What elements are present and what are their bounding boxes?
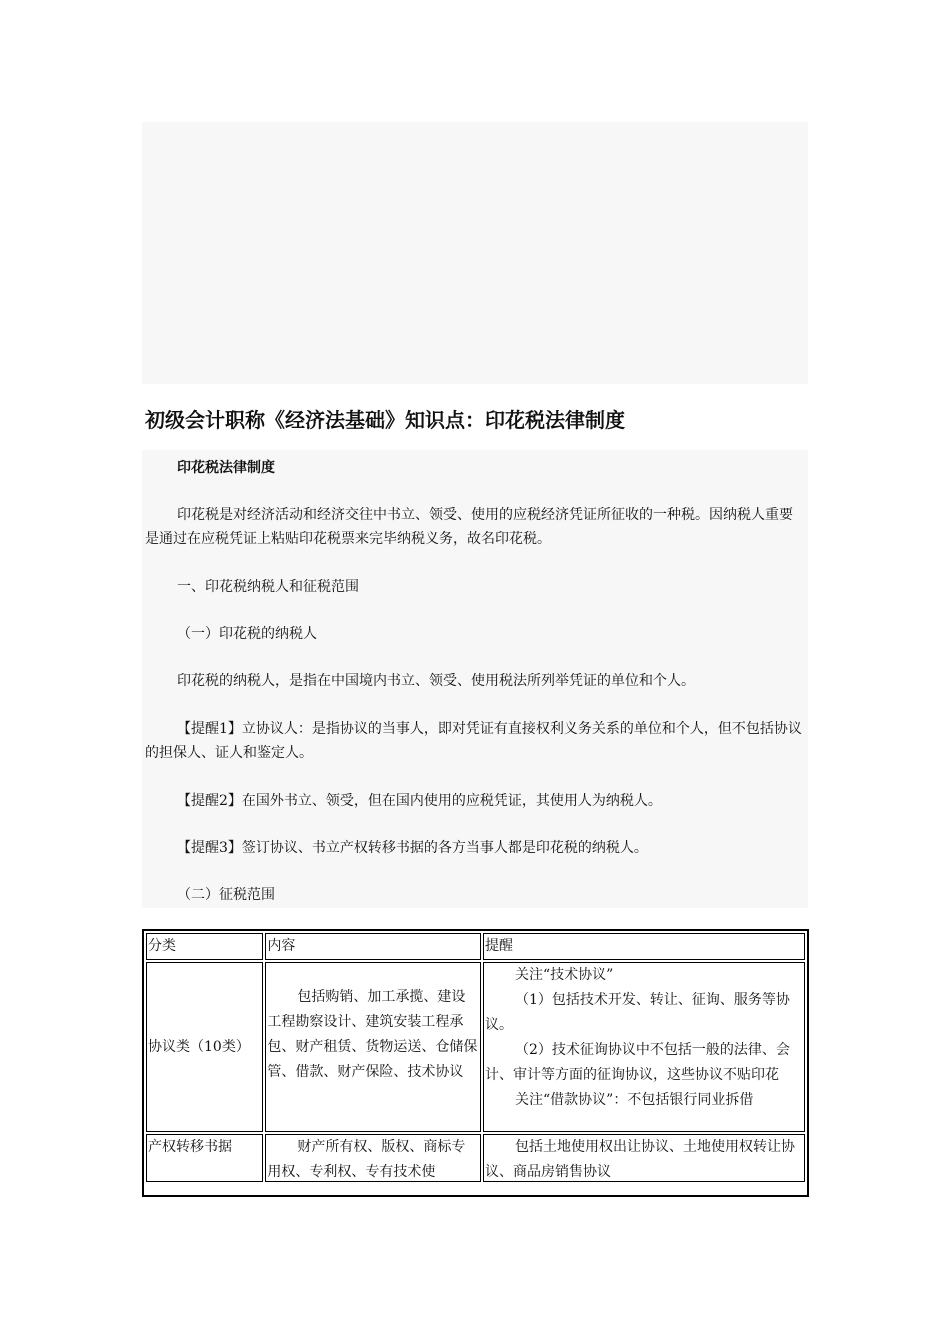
paragraph-reminder-1: 【提醒1】立协议人：是指协议的当事人，即对凭证有直接权利义务关系的单位和个人，但不包括协议的担保人、证人和鉴定人。: [145, 721, 802, 761]
paragraph-part1: 一、印花税纳税人和征税范围: [177, 579, 359, 595]
reminder-line: 关注“借款协议”：不包括银行同业拆借: [515, 1092, 754, 1108]
reminder-line: （1）包括技术开发、转让、征询、服务等协议。: [485, 992, 790, 1033]
reminder-line: 关注“技术协议”: [515, 967, 614, 983]
section-heading: 印花税法律制度: [177, 460, 275, 476]
header-reminder: 提醒: [483, 933, 805, 960]
paragraph-sub1: （一）印花税的纳税人: [177, 626, 317, 642]
row-reminder: [483, 962, 805, 1132]
paragraph-intro: 印花税是对经济活动和经济交往中书立、领受、使用的应税经济凭证所征收的一种税。因纳税人重要是通过在应税凭证上粘贴印花税票来完毕纳税义务，故名印花税。: [145, 507, 793, 547]
tax-scope-table: [142, 929, 809, 1197]
paragraph-reminder-2: 【提醒2】在国外书立、领受，但在国内使用的应税凭证，其使用人为纳税人。: [177, 793, 662, 809]
table-header-row: [146, 933, 805, 960]
row-content: 财产所有权、版权、商标专用权、专利权、专有技术使: [265, 1134, 481, 1182]
blank-area: [142, 122, 808, 384]
reminder-line: （2）技术征询协议中不包括一般的法律、会计、审计等方面的征询协议，这些协议不贴印花: [485, 1042, 790, 1083]
paragraph-sub2: （二）征税范围: [177, 887, 275, 903]
paragraph-reminder-3: 【提醒3】签订协议、书立产权转移书据的各方当事人都是印花税的纳税人。: [177, 840, 648, 856]
paragraph-taxpayer-def: 印花税的纳税人，是指在中国境内书立、领受、使用税法所列举凭证的单位和个人。: [177, 673, 695, 689]
row-category: 产权转移书据: [146, 1134, 263, 1182]
table-row: [146, 1134, 805, 1182]
row-content: 包括购销、加工承揽、建设工程勘察设计、建筑安装工程承包、财产租赁、货物运送、仓储保管、借款、财产保险、技术协议: [265, 962, 481, 1132]
header-content: 内容: [265, 933, 481, 960]
table-row: [146, 962, 805, 1132]
header-category: 分类: [146, 933, 263, 960]
reminder-line: 包括土地使用权出让协议、土地使用权转让协议、商品房销售协议: [485, 1139, 795, 1180]
row-reminder: [483, 1134, 805, 1182]
row-category: 协议类（10类）: [146, 962, 263, 1132]
page-title: 初级会计职称《经济法基础》知识点：印花税法律制度: [145, 408, 625, 432]
